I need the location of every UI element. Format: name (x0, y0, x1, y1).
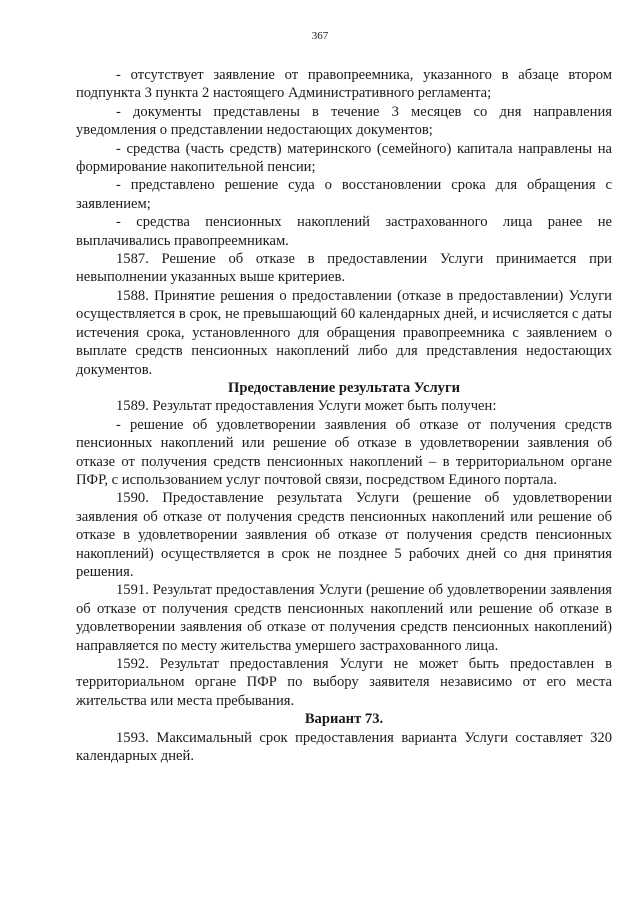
variant-heading: Вариант 73. (304, 711, 384, 728)
paragraph: - документы представлены в течение 3 месяцев со дня направления уведомления о представлении недостающих документов; (76, 103, 612, 139)
paragraph: 1593. Максимальный срок предоставления варианта Услуги составляет 320 календарных дней. (76, 729, 612, 765)
paragraph: 1592. Результат предоставления Услуги не может быть предоставлен в территориальном органе ПФР по выбору заявителя независимо от его места жительства или места пребывания. (76, 656, 612, 709)
paragraph: - отсутствует заявление от правопреемника, указанного в абзаце втором подпункта 3 пункта 2 настоящего Административного регламента; (76, 67, 612, 102)
paragraph: 1588. Принятие решения о предоставлении (отказе в предоставлении) Услуги осуществляется в срок, не превышающий 60 календарных дней, и исчисляется с даты истечения срока, установленного для обращения правопреемника с заявлением о выплате средств пенсионных накоплений либо для представления недостающих документов. (76, 287, 612, 378)
paragraph: 1591. Результат предоставления Услуги (решение об удовлетворении заявления об отказе от получения средств пенсионных накоплений или решение об отказе в удовлетворении заявления об отказе от получения средств пенсионных накоплений) направляется по месту жительства умершего застрахованного лица. (76, 582, 612, 654)
paragraph: 1587. Решение об отказе в предоставлении Услуги принимается при невыполнении указанных выше критериев. (76, 251, 612, 286)
paragraph: - средства (часть средств) материнского (семейного) капитала направлены на формирование накопительной пенсии; (76, 140, 612, 176)
paragraph: 1589. Результат предоставления Услуги может быть получен: (116, 398, 497, 415)
paragraph: 1590. Предоставление результата Услуги (решение об удовлетворении заявления об отказе от получения средств пенсионных накоплений или решение об отказе в удовлетворении заявления об отказе от получения средств пенсионных накоплений) осуществляется в срок не позднее 5 рабочих дней со дня принятия решения. (76, 490, 612, 580)
paragraph: - решение об удовлетворении заявления об отказе от получения средств пенсионных накоплений или решение об отказе в удовлетворении заявления об отказе от получения средств пенсионных накоплений – в территориальном органе ПФР, с использованием услуг почтовой связи, посредством Единого портала. (76, 416, 612, 488)
document-body (76, 66, 612, 765)
paragraph: - представлено решение суда о восстановлении срока для обращения с заявлением; (76, 177, 612, 212)
page-number: 367 (311, 30, 329, 42)
section-heading: Предоставление результата Услуги (228, 379, 460, 396)
paragraph: - средства пенсионных накоплений застрахованного лица ранее не выплачивались правопреемникам. (76, 214, 612, 249)
